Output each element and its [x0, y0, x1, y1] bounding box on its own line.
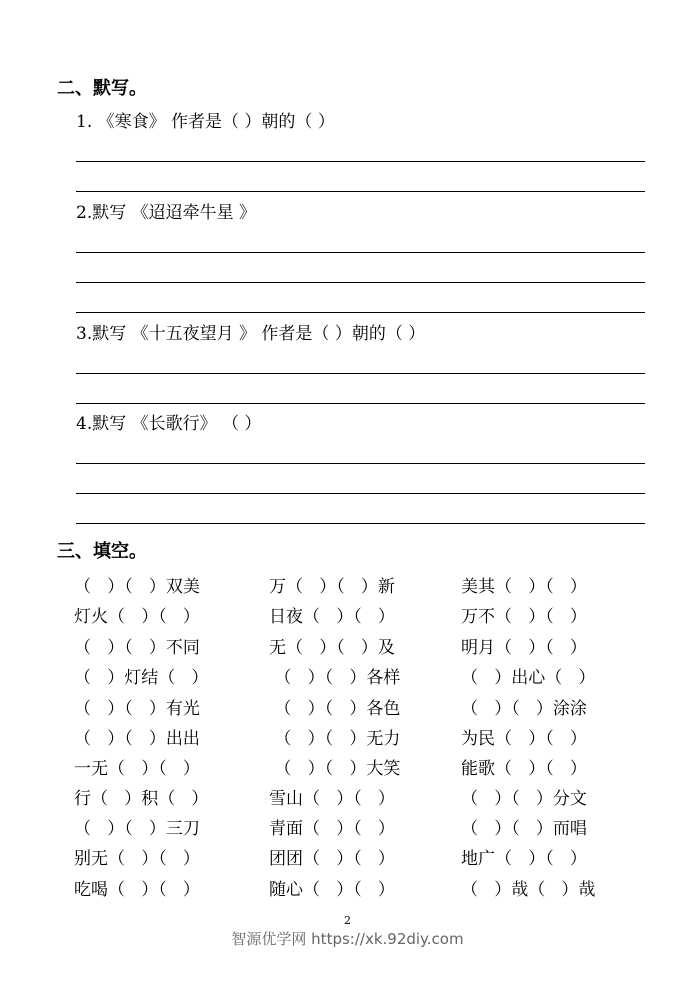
fill-in-item: 为民（ ）（ ）	[461, 729, 587, 749]
page-number: 2	[344, 914, 351, 927]
fill-in-item: 美其（ ）（ ）	[461, 577, 587, 597]
fill-in-item: 万不（ ）（ ）	[461, 607, 587, 627]
question-1: 1. 《寒食》 作者是（ ）朝的（ ）	[76, 112, 335, 132]
fill-in-item: （ ）（ ）而唱	[461, 819, 587, 839]
answer-line	[76, 161, 645, 162]
section-2-heading: 二、默写。	[57, 78, 147, 99]
fill-in-item: （ ）（ ）涂涂	[461, 699, 587, 719]
fill-in-item: （ ）（ ）无力	[269, 729, 401, 749]
fill-in-item: 无（ ）（ ）及	[269, 638, 395, 658]
fill-in-item: 别无（ ）（ ）	[74, 849, 200, 869]
fill-in-item: （ ）（ ）有光	[74, 699, 200, 719]
answer-line	[76, 191, 645, 192]
fill-in-item: 一无（ ）（ ）	[74, 759, 200, 779]
fill-in-item: 灯火（ ）（ ）	[74, 607, 200, 627]
fill-in-item: （ ）哉（ ）哉	[461, 880, 596, 900]
answer-line	[76, 312, 645, 313]
answer-line	[76, 252, 645, 253]
fill-in-item: 雪山（ ）（ ）	[269, 789, 395, 809]
answer-line	[76, 403, 645, 404]
fill-in-item: 万（ ）（ ）新	[269, 577, 395, 597]
fill-in-item: （ ）（ ）各色	[269, 699, 401, 719]
answer-line	[76, 373, 645, 374]
fill-in-item: （ ）（ ）大笑	[269, 759, 401, 779]
fill-in-item: （ ）（ ）双美	[74, 577, 200, 597]
fill-in-item: 吃喝（ ）（ ）	[74, 880, 200, 900]
fill-in-item: 青面（ ）（ ）	[269, 819, 395, 839]
fill-in-item: （ ）（ ）各样	[269, 668, 401, 688]
fill-in-item: 地广（ ）（ ）	[461, 849, 587, 869]
fill-in-item: 团团（ ）（ ）	[269, 849, 395, 869]
question-3: 3.默写 《十五夜望月 》 作者是（ ）朝的（ ）	[76, 324, 426, 344]
fill-in-item: 日夜（ ）（ ）	[269, 607, 395, 627]
fill-in-item: （ ）出心（ ）	[461, 668, 596, 688]
fill-in-item: 能歌（ ）（ ）	[461, 759, 587, 779]
fill-in-item: 明月（ ）（ ）	[461, 638, 587, 658]
question-2: 2.默写 《迢迢牵牛星 》	[76, 203, 257, 223]
answer-line	[76, 493, 645, 494]
section-3-heading: 三、填空。	[57, 541, 147, 562]
question-4: 4.默写 《长歌行》 （ ）	[76, 414, 262, 434]
answer-line	[76, 523, 645, 524]
fill-in-item: 随心（ ）（ ）	[269, 880, 395, 900]
answer-line	[76, 463, 645, 464]
fill-in-item: （ ）（ ）不同	[74, 638, 200, 658]
fill-in-item: 行（ ）积（ ）	[74, 789, 209, 809]
fill-in-item: （ ）（ ）出出	[74, 729, 200, 749]
fill-in-item: （ ）（ ）三刀	[74, 819, 200, 839]
fill-in-item: （ ）灯结（ ）	[74, 668, 209, 688]
answer-line	[76, 282, 645, 283]
fill-in-item: （ ）（ ）分文	[461, 789, 587, 809]
watermark: 智源优学网 https://xk.92diy.com	[231, 930, 464, 948]
